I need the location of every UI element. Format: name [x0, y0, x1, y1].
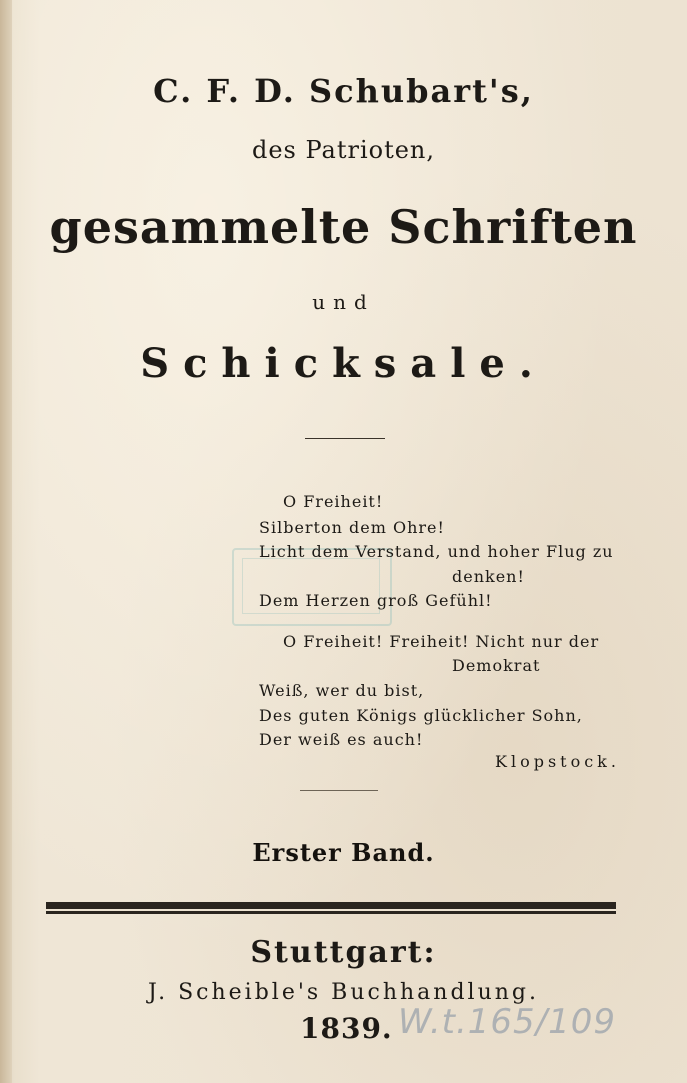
- divider-rule-small: [300, 790, 378, 791]
- epigraph-line: Der weiß es auch!: [259, 730, 424, 749]
- epigraph-line: Des guten Königs glücklicher Sohn,: [259, 706, 583, 725]
- handwritten-call-number: W.t.165/109: [398, 1002, 617, 1042]
- imprint-year: 1839.: [300, 1012, 393, 1045]
- subtitle-line: des Patrioten,: [251, 136, 436, 164]
- epigraph-line: Licht dem Verstand, und hoher Flug zu: [259, 542, 614, 561]
- epigraph-line: denken!: [452, 567, 525, 586]
- main-title: gesammelte Schriften: [49, 200, 638, 254]
- epigraph-signature: Klopstock.: [495, 752, 620, 771]
- volume-label: Erster Band.: [252, 838, 435, 867]
- double-rule: [46, 902, 616, 911]
- epigraph-line: Weiß, wer du bist,: [259, 681, 425, 700]
- epigraph-line: Dem Herzen groß Gefühl!: [259, 591, 493, 610]
- imprint-city: Stuttgart:: [250, 935, 437, 970]
- epigraph-line: Demokrat: [452, 656, 541, 675]
- title-connector: und: [312, 290, 375, 314]
- epigraph-line: O Freiheit!: [283, 492, 384, 511]
- epigraph-line: O Freiheit! Freiheit! Nicht nur der: [283, 632, 600, 651]
- epigraph-line: Silberton dem Ohre!: [259, 518, 445, 537]
- imprint-publisher: J. Scheible's Buchhandlung.: [148, 980, 539, 1005]
- divider-rule: [305, 438, 385, 439]
- author-line: C. F. D. Schubart's,: [153, 72, 534, 110]
- main-title-2: Schicksale.: [140, 340, 547, 387]
